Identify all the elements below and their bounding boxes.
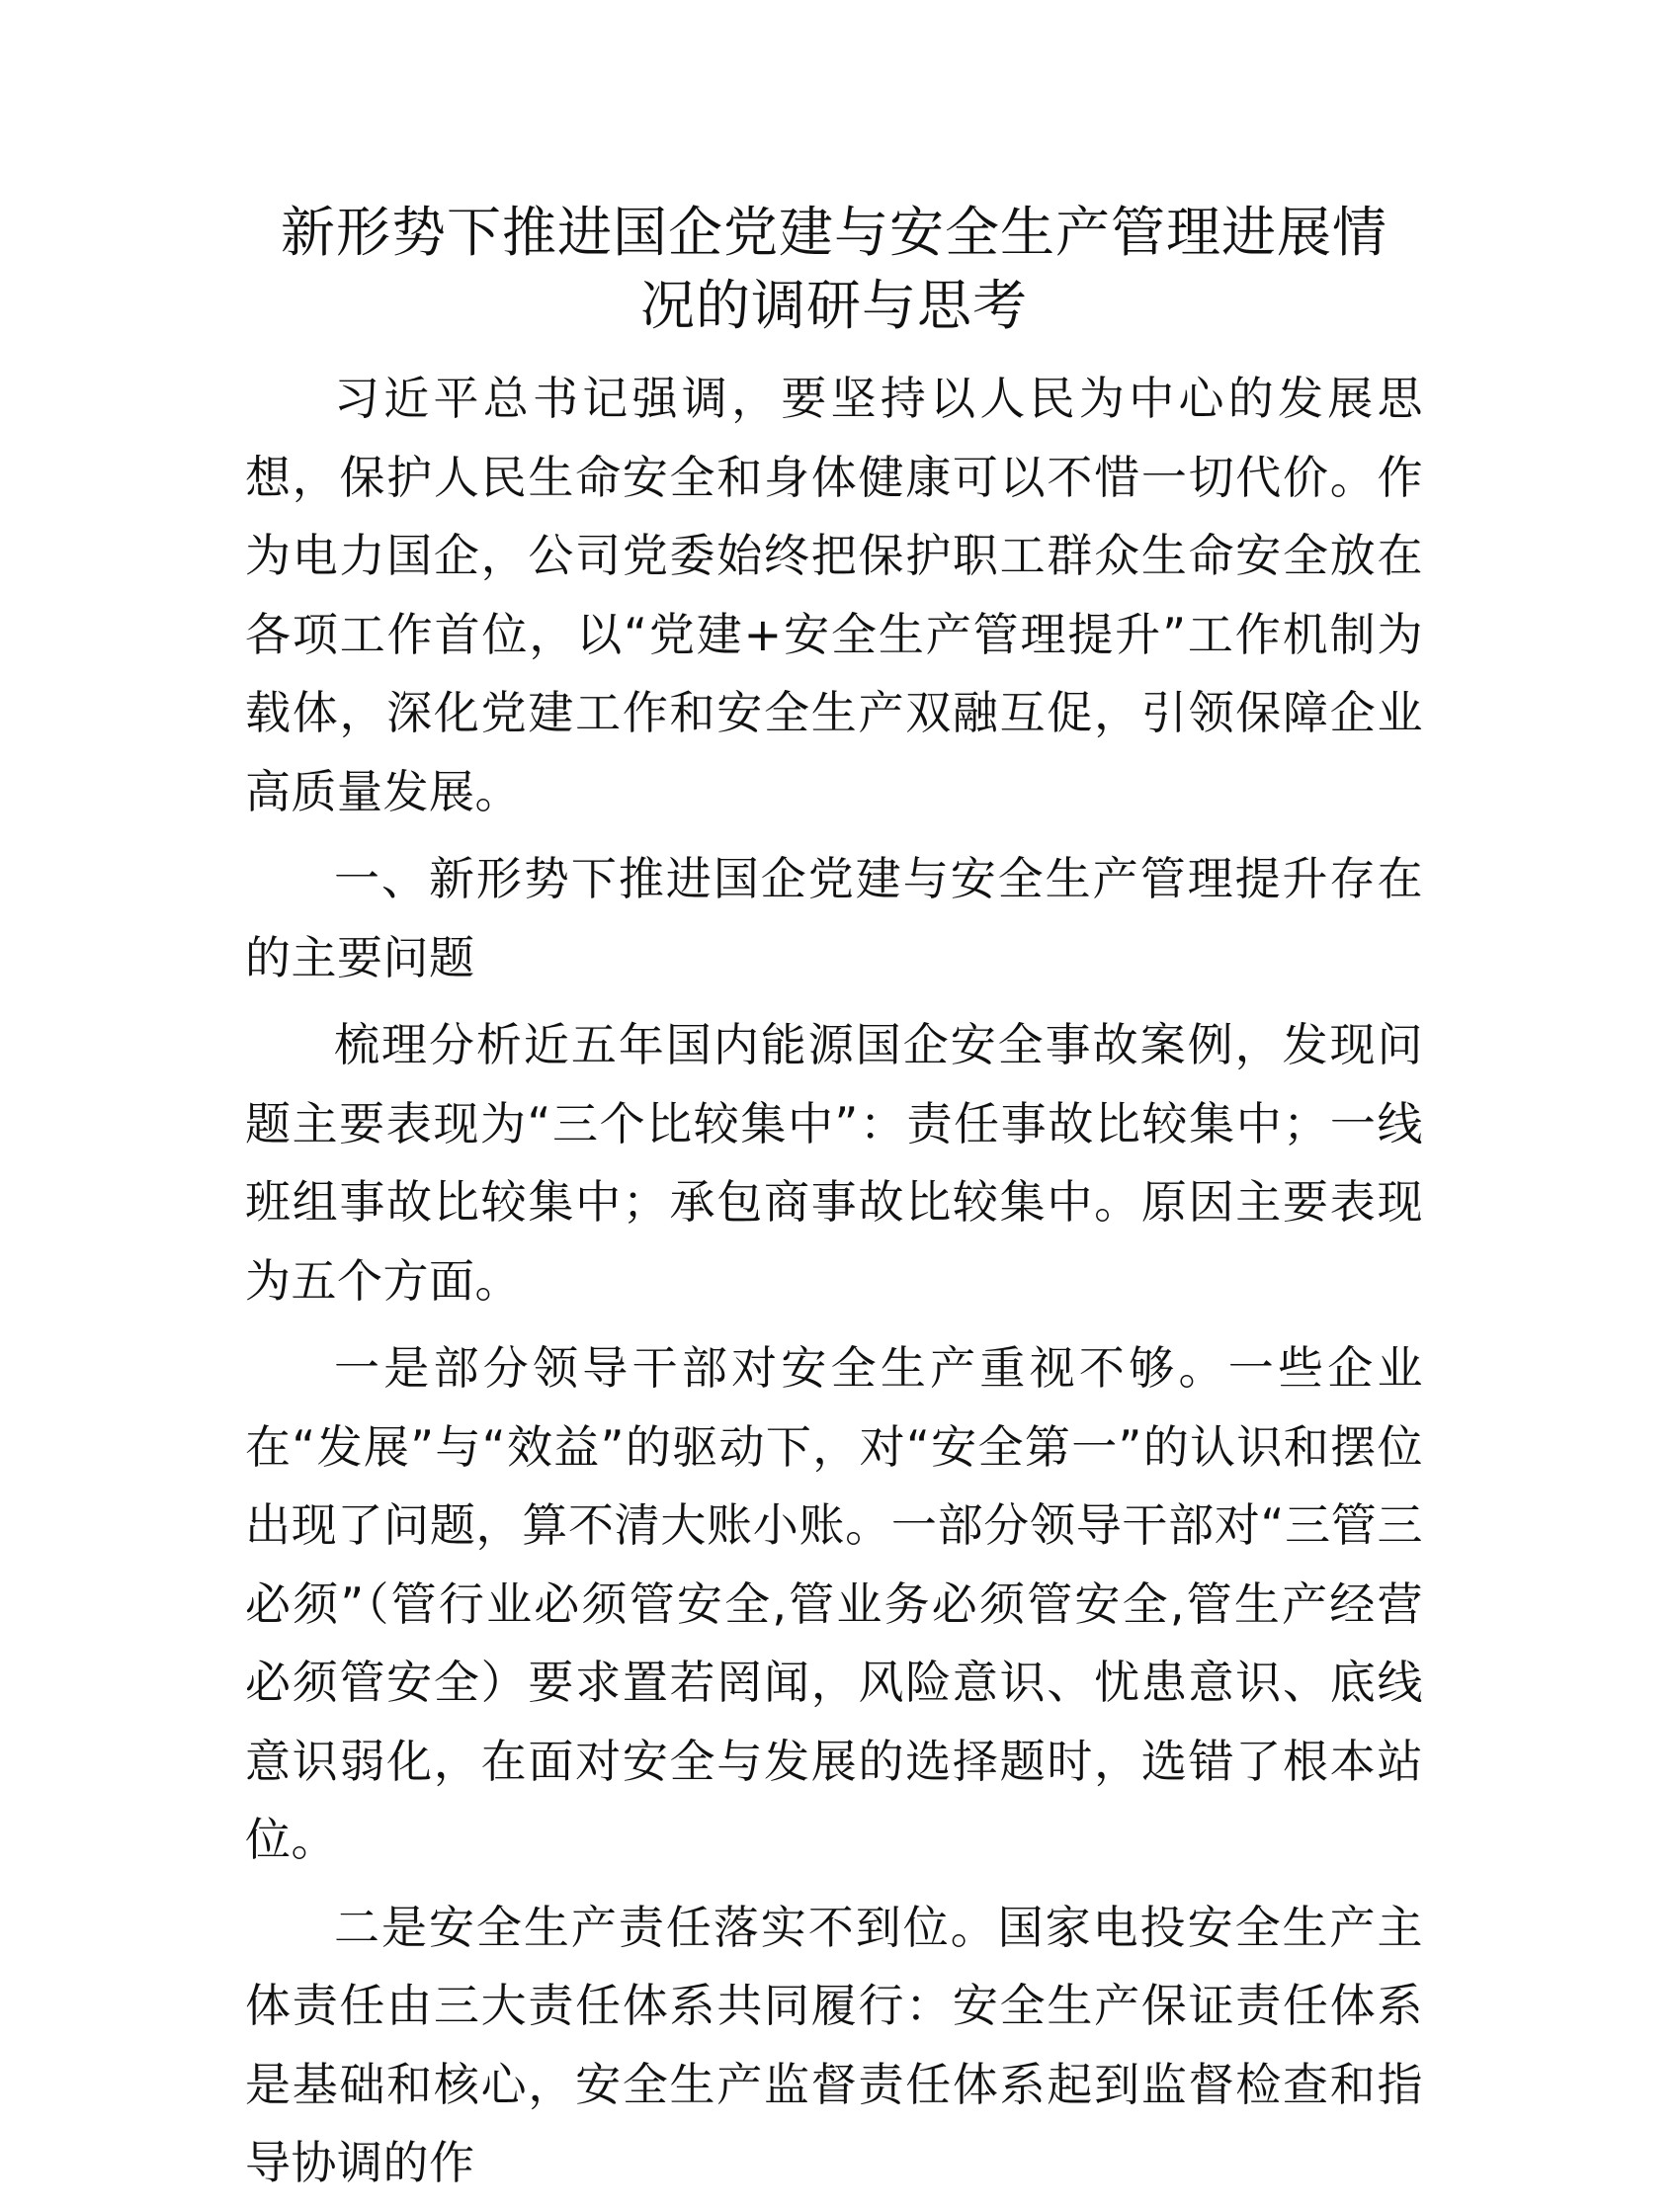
- paragraph-reason-1: 一是部分领导干部对安全生产重视不够。一些企业在“发展”与“效益”的驱动下，对“安全第一”的认识和摆位出现了问题，算不清大账小账。一部分领导干部对“三管三必须”（管行业必须管安全,管业务必须管安全,管生产经营必须管安全）要求置若罔闻，风险意识、忧患意识、底线意识弱化，在面对安全与发展的选择题时，选错了根本站位。: [245, 1341, 1423, 1866]
- paragraph-analysis: 梳理分析近五年国内能源国企安全事故案例，发现问题主要表现为“三个比较集中”：责任事故比较集中；一线班组事故比较集中；承包商事故比较集中。原因主要表现为五个方面。: [245, 1018, 1423, 1308]
- title-line-2: 况的调研与思考: [639, 274, 1028, 337]
- section-heading-1: 一、新形势下推进国企党建与安全生产管理提升存在的主要问题: [245, 852, 1423, 984]
- paragraph-intro: 习近平总书记强调，要坚持以人民为中心的发展思想，保护人民生命安全和身体健康可以不惜一切代价。作为电力国企，公司党委始终把保护职工群众生命安全放在各项工作首位，以“党建+安全生产管理提升”工作机制为载体，深化党建工作和安全生产双融互促，引领保障企业高质量发展。: [245, 372, 1423, 818]
- title-line-1: 新形势下推进国企党建与安全生产管理进展情: [280, 201, 1387, 264]
- paragraph-reason-2: 二是安全生产责任落实不到位。国家电投安全生产主体责任由三大责任体系共同履行：安全生产保证责任体系是基础和核心，安全生产监督责任体系起到监督检查和指导协调的作: [245, 1900, 1423, 2189]
- document-title: [245, 196, 1423, 342]
- document-body: [245, 196, 1423, 2212]
